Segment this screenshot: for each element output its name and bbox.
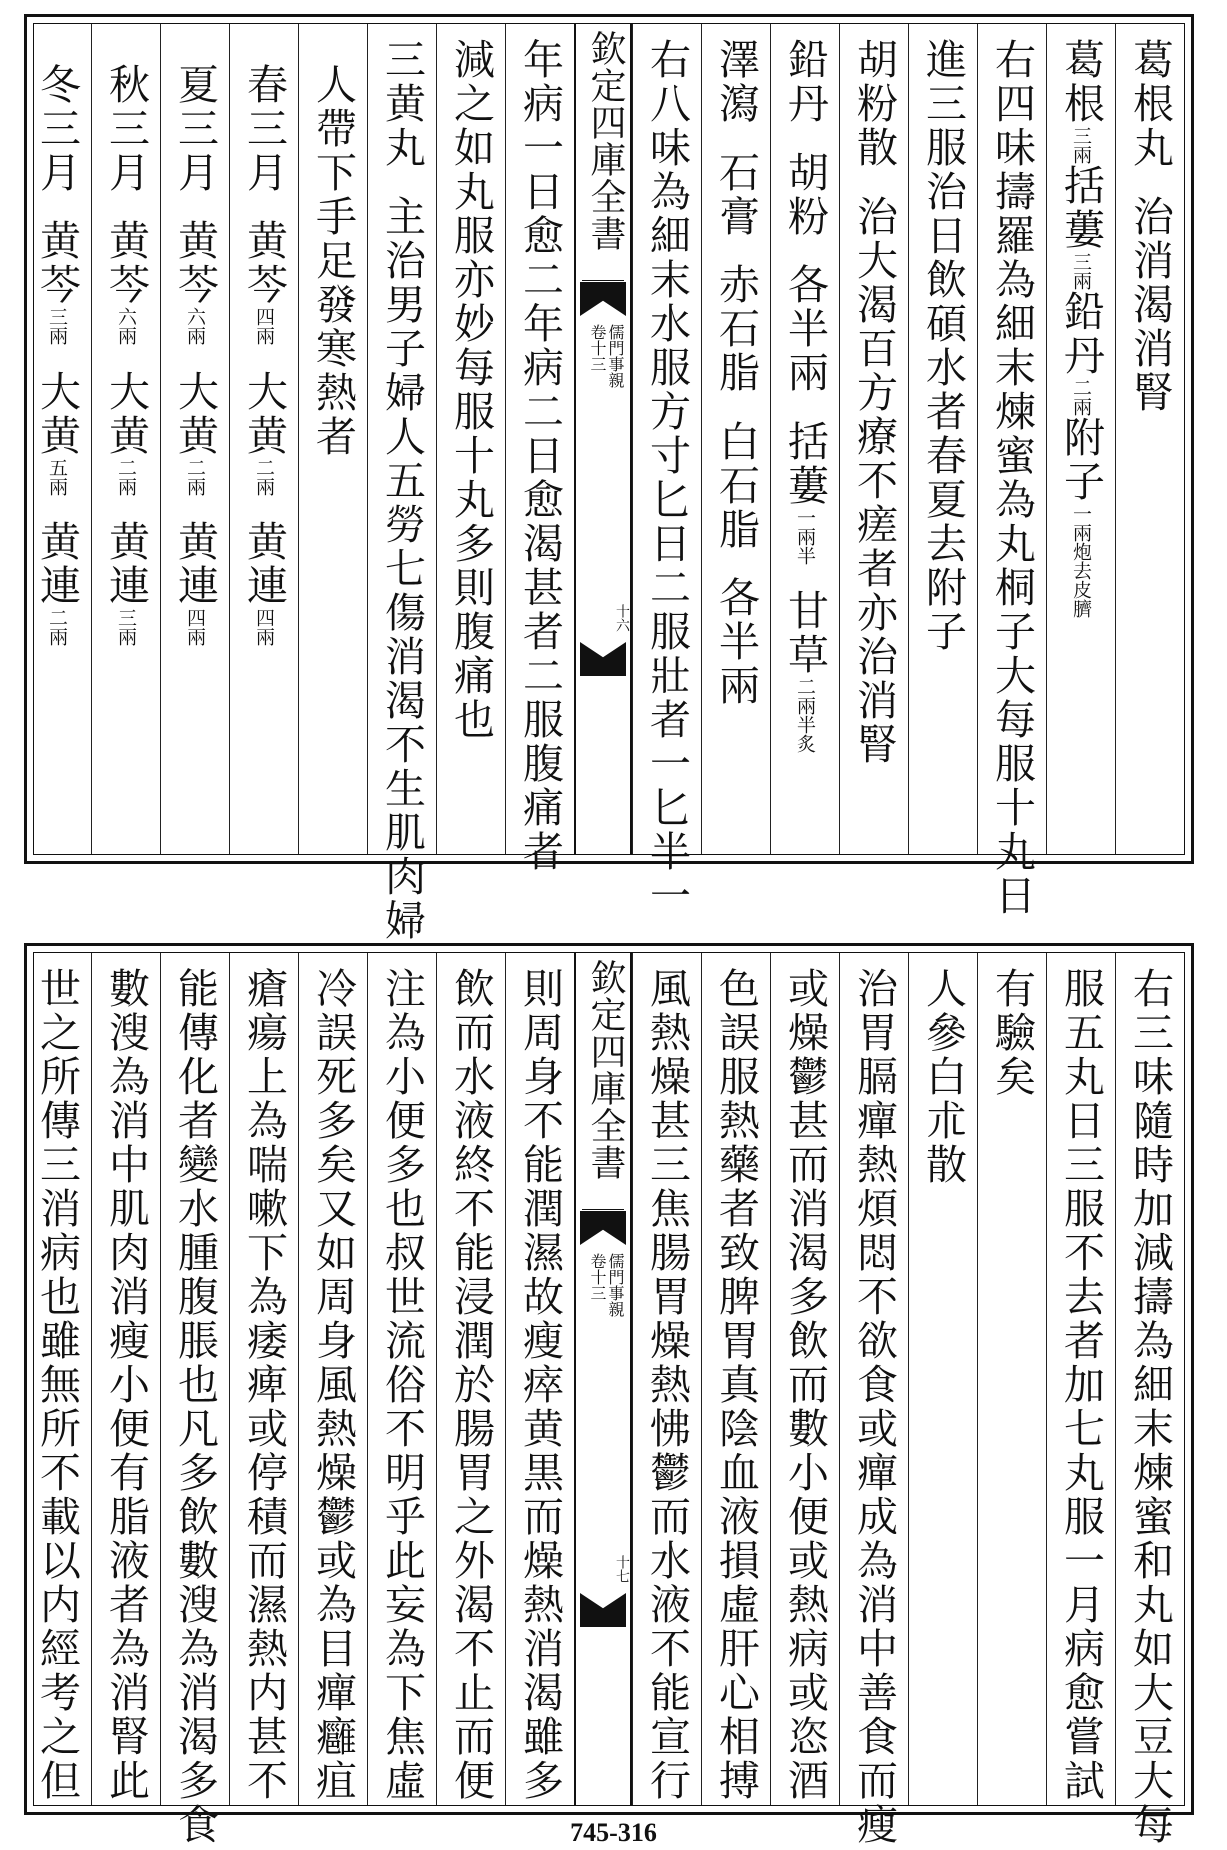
text-segment: 人參白朮散 <box>919 967 967 1187</box>
text-segment: 黄連 <box>33 520 81 609</box>
book-subtitle <box>588 1253 624 1317</box>
dosage-note-line: 兩 <box>253 476 275 496</box>
text-segment: 括蔞 <box>1057 164 1105 252</box>
dosage-note <box>253 307 275 345</box>
text-segment: 白石脂 <box>712 419 760 552</box>
text-segment: 黄連 <box>171 520 219 609</box>
book-title: 欽定四庫全書 <box>585 959 626 1181</box>
dosage-note-line: 三 <box>1070 126 1092 145</box>
text-segment: 服五丸日三服不去者加七丸服一月病愈嘗試 <box>1057 967 1105 1803</box>
dosage-note-line: 六 <box>184 307 206 327</box>
text-segment: 鉛丹 <box>1057 290 1105 378</box>
dosage-note-line: 兩 <box>1070 271 1092 290</box>
dosage-note-line: 二 <box>46 608 68 628</box>
top-left-text-column <box>505 24 574 874</box>
text-segment: 黄連 <box>240 520 288 609</box>
top-right-text-column <box>908 24 977 854</box>
dosage-note-line: 一兩 <box>794 507 816 546</box>
top-right-text-column <box>632 24 701 918</box>
text-segment: 能傳化者變水腫腹脹也凡多飲數溲為消渴多食 <box>171 967 219 1847</box>
bottom-right-text-column <box>632 953 701 1805</box>
bottom-right-text-column <box>770 953 839 1805</box>
dosage-note-line: 四 <box>253 307 275 327</box>
dosage-note-line: 一兩炮 <box>1070 504 1092 561</box>
fishtail-mark-upper <box>580 1211 626 1245</box>
top-left-text-column <box>298 24 367 854</box>
bottom-left-text-column <box>505 953 574 1805</box>
text-segment: 右四味擣羅為細末煉蜜為丸桐子大每服十丸日 <box>988 38 1036 918</box>
upper-folio-frame <box>24 14 1194 943</box>
text-segment: 右八味為細末水服方寸匕日二服壯者一匕半一 <box>643 38 691 918</box>
dosage-note-line: 兩 <box>46 627 68 647</box>
text-segment: 數溲為消中肌肉消瘦小便有脂液者為消腎此 <box>102 967 150 1803</box>
dosage-note-line: 兩 <box>115 326 137 346</box>
text-segment: 黄芩 <box>240 219 288 308</box>
folio-number: 十六 <box>614 604 630 632</box>
text-segment: 治消渴消腎 <box>1126 194 1174 415</box>
text-segment: 澤瀉 <box>712 38 760 126</box>
dosage-note <box>115 608 137 646</box>
dosage-note-line: 三 <box>1070 252 1092 271</box>
dosage-note <box>184 458 206 496</box>
text-segment: 減之如丸服亦妙每服十丸多則腹痛也 <box>447 38 495 742</box>
fishtail-mark-lower <box>580 642 626 676</box>
text-segment: 鉛丹 <box>781 38 829 126</box>
rule-line <box>582 1209 624 1210</box>
text-segment: 治大渴百方療不瘥者亦治消腎 <box>850 194 898 767</box>
bottom-right-text-column <box>701 953 770 1805</box>
text-segment: 大黄 <box>171 369 219 458</box>
dosage-note-line: 兩 <box>115 627 137 647</box>
dosage-note <box>253 458 275 496</box>
text-segment: 各半兩 <box>781 263 829 396</box>
text-segment: 石膏 <box>712 150 760 239</box>
dosage-note-line: 六 <box>115 307 137 327</box>
text-segment: 年病一日愈二年病二日愈渴甚者二服腹痛者 <box>516 38 564 874</box>
bottom-right-text-column <box>908 953 977 1805</box>
text-segment: 括蔞 <box>781 419 829 508</box>
bottom-right-text-column <box>839 953 908 1847</box>
top-right-text-column <box>701 24 770 854</box>
top-left-text-column <box>436 24 505 854</box>
text-segment: 附子 <box>1057 416 1105 504</box>
text-segment: 色誤服熱藥者致脾胃真陰血液損虛肝心相搏 <box>712 967 760 1803</box>
text-segment: 黄芩 <box>102 219 150 308</box>
top-left-text-column <box>367 24 436 943</box>
top-left-text-column <box>23 24 91 854</box>
bottom-left-text-column <box>298 953 367 1805</box>
fishtail-mark-lower <box>580 1593 626 1627</box>
top-right-text-column <box>977 24 1046 918</box>
bottom-left-text-column <box>367 953 436 1805</box>
bottom-right-text-column <box>977 953 1046 1805</box>
text-segment: 治胃膈癉熱煩悶不欲食或癉成為消中善食而瘦 <box>850 967 898 1847</box>
bottom-left-text-column <box>91 953 160 1805</box>
text-segment: 胡粉散 <box>850 38 898 170</box>
dosage-note-line: 二 <box>1070 378 1092 397</box>
text-segment: 黄芩 <box>171 219 219 308</box>
text-segment: 各半兩 <box>712 576 760 709</box>
bottom-center-fold <box>574 953 632 1805</box>
folio-number: 十七 <box>614 1555 630 1583</box>
text-segment: 飲而水液終不能浸潤於腸胃之外渴不止而便 <box>447 967 495 1803</box>
top-left-text-column <box>91 24 160 854</box>
text-segment: 瘡瘍上為喘嗽下為痿痺或停積而濕熱内甚不 <box>240 967 288 1803</box>
dosage-note <box>253 608 275 646</box>
dosage-note-line: 三 <box>46 307 68 327</box>
work-title: 儒門事親 <box>606 1253 625 1317</box>
dosage-note <box>794 677 816 753</box>
bottom-left-text-column <box>229 953 298 1805</box>
text-segment: 注為小便多也叔世流俗不明乎此妄為下焦虛 <box>378 967 426 1803</box>
dosage-note-line: 兩 <box>115 476 137 496</box>
dosage-note-line: 二 <box>184 457 206 477</box>
text-segment: 赤石脂 <box>712 263 760 396</box>
top-left-text-column <box>229 24 298 854</box>
text-segment: 大黄 <box>33 369 81 458</box>
text-segment: 大黄 <box>240 369 288 458</box>
dosage-note-line: 半 <box>794 545 816 565</box>
top-center-fold <box>574 24 632 854</box>
dosage-note <box>1070 252 1092 290</box>
dosage-note-line: 三 <box>115 608 137 628</box>
dosage-note <box>1070 378 1092 416</box>
text-segment: 風熱燥甚三焦腸胃燥熱怫鬱而水液不能宣行 <box>643 967 691 1803</box>
rule-line <box>582 280 624 281</box>
bottom-right-text-column <box>1046 953 1115 1805</box>
dosage-note-line: 兩 <box>184 627 206 647</box>
dosage-note <box>46 307 68 345</box>
dosage-note-line: 兩 <box>1070 145 1092 164</box>
dosage-note-line: 四 <box>184 608 206 628</box>
text-segment: 或燥鬱甚而消渴多飲而數小便或熱病或恣酒 <box>781 967 829 1803</box>
text-segment: 有驗矣 <box>988 967 1036 1099</box>
text-segment: 夏三月 <box>171 62 219 195</box>
text-segment: 冬三月 <box>33 62 81 195</box>
dosage-note-line: 兩 <box>253 627 275 647</box>
text-segment: 葛根 <box>1057 38 1105 126</box>
dosage-note-line: 兩 <box>1070 397 1092 416</box>
dosage-note-line: 兩 <box>184 326 206 346</box>
text-segment: 人帶下手足發寒熱者 <box>309 62 357 459</box>
top-right-text-column <box>839 24 908 854</box>
dosage-note <box>115 458 137 496</box>
book-title: 欽定四庫全書 <box>585 30 626 252</box>
bottom-left-text-column <box>23 953 91 1805</box>
dosage-note <box>46 608 68 646</box>
upper-folio-columns <box>33 23 1185 943</box>
dosage-note-line: 二 <box>253 457 275 477</box>
dosage-note-line: 二 <box>115 457 137 477</box>
text-segment: 黄芩 <box>33 219 81 308</box>
fishtail-mark-upper <box>580 282 626 316</box>
bottom-left-text-column <box>160 953 229 1847</box>
work-title: 儒門事親 <box>606 324 625 388</box>
dosage-note <box>115 307 137 345</box>
text-segment: 甘草 <box>781 589 829 678</box>
text-segment: 春三月 <box>240 62 288 195</box>
text-segment: 胡粉 <box>781 150 829 239</box>
text-segment: 秋三月 <box>102 62 150 195</box>
top-left-text-column <box>160 24 229 854</box>
book-subtitle <box>588 324 624 388</box>
dosage-note-line: 兩 <box>184 476 206 496</box>
text-segment: 葛根丸 <box>1126 38 1174 170</box>
text-segment: 主治男子婦人五勞七傷消渴不生肌肉婦 <box>378 194 426 943</box>
dosage-note <box>1070 504 1092 618</box>
dosage-note <box>184 608 206 646</box>
dosage-note <box>1070 126 1092 164</box>
top-right-text-column <box>1046 24 1115 854</box>
dosage-note <box>184 307 206 345</box>
dosage-note <box>794 508 816 565</box>
text-segment: 黄連 <box>102 520 150 609</box>
top-right-text-column <box>1115 24 1184 854</box>
bottom-right-text-column <box>1115 953 1184 1847</box>
dosage-note-line: 兩 <box>253 326 275 346</box>
dosage-note <box>46 458 68 496</box>
dosage-note-line: 五 <box>46 457 68 477</box>
volume-label: 卷十三 <box>588 324 607 372</box>
text-segment: 則周身不能潤濕故瘦瘁黄黒而燥熱消渴雖多 <box>516 967 564 1803</box>
text-segment: 大黄 <box>102 369 150 458</box>
bottom-left-text-column <box>436 953 505 1805</box>
text-segment: 世之所傳三消病也雖無所不載以内經考之但 <box>33 967 81 1803</box>
dosage-note-line: 半炙 <box>794 715 816 754</box>
dosage-note-line: 去皮臍 <box>1070 561 1092 618</box>
text-segment: 進三服治日飲碩水者春夏去附子 <box>919 38 967 654</box>
text-segment: 三黄丸 <box>378 38 426 170</box>
dosage-note-line: 四 <box>253 608 275 628</box>
dosage-note-line: 二兩 <box>794 677 816 716</box>
text-segment: 冷誤死多矣又如周身風熱燥鬱或為目癉癰疽 <box>309 967 357 1803</box>
text-segment: 右三味隨時加減擣為細末煉蜜和丸如大豆大每 <box>1126 967 1174 1847</box>
top-right-text-column <box>770 24 839 854</box>
page-number: 745-316 <box>570 1818 657 1847</box>
dosage-note-line: 兩 <box>46 326 68 346</box>
dosage-note-line: 兩 <box>46 476 68 496</box>
volume-label: 卷十三 <box>588 1253 607 1301</box>
